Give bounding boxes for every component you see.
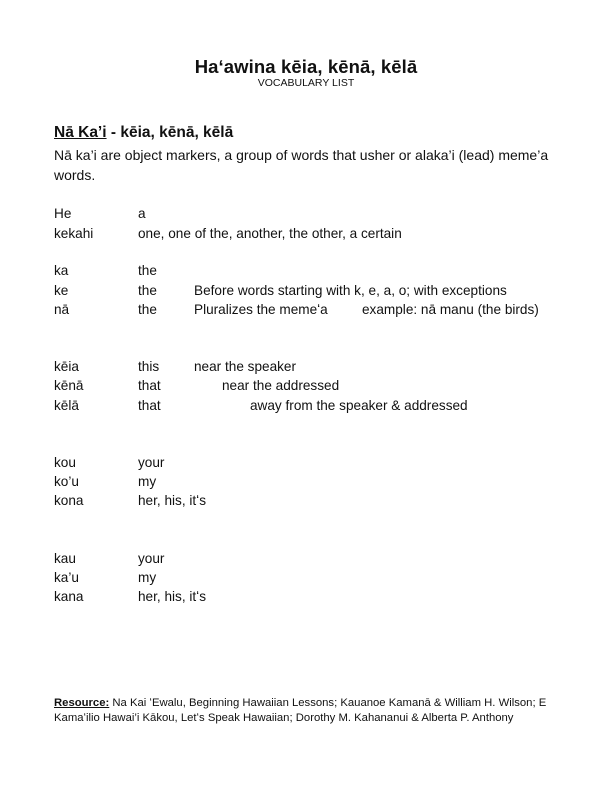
vocab-word: kēnā <box>54 378 84 393</box>
section-heading-rest: - kēia, kēnā, kēlā <box>106 124 234 141</box>
vocab-meaning: her, his, itʻs <box>138 493 206 508</box>
vocab-meaning: my <box>138 474 157 489</box>
vocab-meaning: the <box>138 283 157 298</box>
vocab-note: near the speaker <box>194 359 297 374</box>
vocab-word: kēlā <box>54 398 79 413</box>
vocab-meaning: your <box>138 551 165 566</box>
vocab-note: away from the speaker & addressed <box>250 398 468 413</box>
resource-text: Na Kai ʻEwalu, Beginning Hawaiian Lessons; Kauanoe Kamanā & William H. Wilson; E Kamaʻilio Hawai’i Kākou, Letʻs Speak Hawaiian; Dorothy M. Kahananui & Alberta P. Anthony <box>54 697 547 724</box>
vocab-meaning: the <box>138 263 157 278</box>
section-intro: Nā ka’i are object markers, a group of words that usher or alaka’i (lead) meme’a words. <box>54 147 549 183</box>
vocab-word: kau <box>54 551 76 566</box>
vocab-word: ko’u <box>54 474 79 489</box>
vocab-word: kēia <box>54 359 79 374</box>
vocab-example: example: nā manu (the birds) <box>362 302 539 317</box>
vocab-meaning: a <box>138 206 146 221</box>
vocab-note: Before words starting with k, e, a, o; with exceptions <box>194 283 507 298</box>
resource-citation <box>54 696 564 725</box>
resource-label: Resource: <box>54 697 110 709</box>
vocab-meaning: one, one of the, another, the other, a certain <box>138 226 402 241</box>
vocab-word: kona <box>54 493 84 508</box>
vocab-word: kana <box>54 589 84 604</box>
vocab-meaning: that <box>138 398 161 413</box>
vocab-word: ka’u <box>54 570 79 585</box>
vocab-word: ka <box>54 263 69 278</box>
vocab-word: kekahi <box>54 226 94 241</box>
vocab-word: He <box>54 206 72 221</box>
vocab-word: ke <box>54 283 69 298</box>
vocab-meaning: her, his, itʻs <box>138 589 206 604</box>
vocab-word: kou <box>54 455 76 470</box>
vocab-meaning: that <box>138 378 161 393</box>
vocab-meaning: the <box>138 302 157 317</box>
section-heading <box>54 124 233 142</box>
document-title: Haʻawina kēia, kēnā, kēlā <box>194 56 418 77</box>
vocab-note: near the addressed <box>222 378 340 393</box>
vocab-meaning: my <box>138 570 157 585</box>
vocab-meaning: this <box>138 359 160 374</box>
vocab-word: nā <box>54 302 70 317</box>
section-heading-underlined: Nā Ka’i <box>54 124 107 141</box>
document-subtitle: VOCABULARY LIST <box>257 77 355 89</box>
vocab-meaning: your <box>138 455 165 470</box>
vocab-note: Pluralizes the memeʻa <box>194 302 328 317</box>
